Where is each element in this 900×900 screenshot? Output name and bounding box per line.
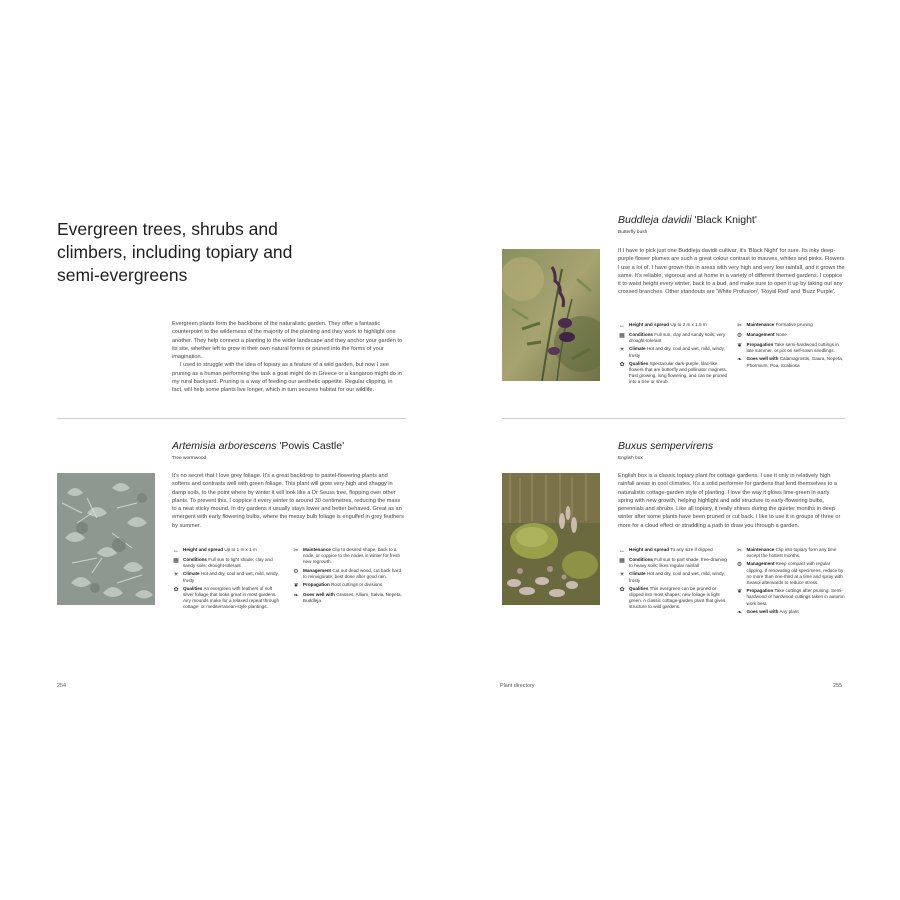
maintenance-icon: ✂ (293, 547, 299, 554)
rule-left (57, 418, 406, 419)
fact-conditions: ▦ Conditions Full sun to part shade, free-draining to heavy soils; likes regular rainfall (619, 557, 727, 569)
entry-header-artemisia (172, 440, 344, 461)
fact-management: ⚙ Management Cut out dead wood, cut back hard to reinvigorate; best done after good rain. (293, 567, 402, 579)
fact-maintenance: ✂ Maintenance Formative pruning (736, 322, 813, 329)
entry-title (172, 440, 344, 452)
fact-climate: ☀ Climate Hot and dry, cool and wet, mild, windy, frosty (619, 571, 725, 583)
entry-cultivar: 'Powis Castle' (279, 440, 345, 452)
fact-goes-well-with: ❧ Goes well with Any plant (736, 608, 799, 616)
height-spread-icon: ↔ (619, 322, 625, 329)
fact-conditions: ▦ Conditions Full sun, clay and sandy soils; very drought-tolerant (619, 332, 726, 344)
entry-description: If I have to pick just one Buddleja davidii cultivar, it's 'Black Night' for sure. Its inky deep-purple flower plumes are such a great colour contrast to mauves, whites and pinks. Flowers I use a lot of. I have grown this in areas with very high and very low rainfall, and it grows the same. It's reliable, vigorous and at home in a variety of different themed gardens. I coppice it to waist height every winter, back to a bud, and make sure to open it up by taking out any crossed branches. Other standouts are 'White Profusion', 'Royal Red' and 'Buzz Purple'. (618, 248, 845, 296)
entry-cultivar: 'Black Knight' (694, 214, 757, 226)
photo-artemisia (57, 473, 155, 605)
propagation-icon: ❦ (736, 589, 743, 596)
fact-maintenance: ✂ Maintenance Clip to desired shape, back to a node, or coppice to the nodes in winter for fresh new regrowth. (293, 547, 401, 565)
rule-right (502, 418, 845, 419)
fact-management: ⚙ Management Keep compact with regular clipping. If renovating old specimens, reduce by no more than one-third at a time and spray with Seasol afterwards to reduce stress. (736, 561, 844, 586)
entry-genus: Buxus sempervirens (618, 440, 714, 452)
maintenance-icon: ✂ (736, 322, 743, 329)
facts-column-right (736, 322, 846, 388)
intro-paragraph: I used to struggle with the idea of topiary as a feature of a wild garden, but now I see pruning as a human performing the task a goat might do in Greece or a kangaroo might do in my rural backyard. Pruning is a way of feeding our aesthetic appetite. Regular clipping, in fact, will help some plants live longer, which in turn secures habitat for our wildlife. (172, 362, 402, 394)
climate-icon: ☀ (173, 572, 179, 579)
right-page-number: 255 (833, 683, 842, 689)
entry-description: English box is a classic topiary plant for cottage gardens. I use it only in relatively high rainfall areas in cool climates. It's a solid performer for gardens that lend themselves to a naturalistic cottage-garden style of planting. I love the way it glows lime-green in early spring with new growth, helping highlight and add structure to early-flowering bulbs, perennials and shrubs. Like all topiary, it really shines during the quieter months in deep winter after some plants have been pruned or cut back. I like to use it in groups of three or more for a cloud effect or straddling a path to draw you through a garden. (618, 473, 841, 529)
qualities-icon: ✿ (173, 586, 179, 593)
entry-title (618, 214, 757, 226)
propagation-icon: ❦ (736, 342, 743, 349)
facts-column-left (172, 547, 284, 613)
fact-qualities: ✿ Qualities An evergreen with feathers of soft silver foliage that looks great in most gardens. Airy mounds make for a relaxed repeat through cottage- or mediterranean-style plantings. (173, 585, 280, 610)
fact-height-spread: ↔ Height and spread Up to 2 m x 1.5 m (619, 322, 707, 329)
fact-goes-well-with: ❧ Goes well with Calamagrostis, Gaura, Nepeta, Phormium, Poa, Scabiosa (736, 356, 844, 368)
facts-artemisia (172, 547, 404, 613)
entry-common-name: Butterfly bush (618, 230, 648, 235)
photo-buddleja (502, 249, 600, 381)
entry-title (618, 440, 713, 452)
fact-climate: ☀ Climate Hot and dry, cool and wet, mild, windy, frosty (173, 571, 279, 583)
conditions-icon: ▦ (173, 557, 179, 564)
entry-genus: Artemisia arborescens (172, 440, 277, 452)
fact-propagation: ❦ Propagation Take cuttings after pruning. Semi-hardwood or hardwood cuttings taken in autumn work best. (736, 588, 845, 606)
management-icon: ⚙ (736, 332, 743, 339)
fact-height-spread: ↔ Height and spread Up to 1 m x 1 m (173, 547, 257, 554)
running-footer: Plant directory (500, 683, 535, 689)
maintenance-icon: ✂ (736, 547, 743, 554)
fact-propagation: ❦ Propagation Root cuttings or divisions (293, 582, 383, 589)
artemisia-image (57, 473, 155, 605)
goes-well-icon: ❧ (736, 357, 743, 364)
facts-column-right (736, 547, 846, 619)
facts-buxus (618, 547, 845, 619)
entry-common-name: English box (618, 456, 643, 461)
management-icon: ⚙ (736, 562, 743, 569)
goes-well-icon: ❧ (736, 609, 743, 616)
fact-qualities: ✿ Qualities This evergreen can be pruned or clipped into most shapes; new foliage is light green. A classic cottage-garden plant that gives structure to wild gardens. (619, 585, 726, 610)
qualities-icon: ✿ (619, 586, 625, 593)
fact-climate: ☀ Climate Hot and dry, cool and wet, mild, windy, frosty (619, 346, 725, 358)
facts-column-right (292, 547, 404, 613)
fact-maintenance: ✂ Maintenance Clip into topiary form any time except the hottest months. (736, 547, 837, 559)
climate-icon: ☀ (619, 347, 625, 354)
section-title: Evergreen trees, shrubs and climbers, including topiary and semi-evergreens (57, 219, 293, 285)
buddleja-image (502, 249, 600, 381)
facts-buddleja (618, 322, 845, 388)
height-spread-icon: ↔ (619, 547, 625, 554)
conditions-icon: ▦ (619, 332, 625, 339)
intro-paragraph: Evergreen plants form the backbone of the naturalistic garden. They offer a fantastic counterpoint to the wilderness of the majority of the planting and they work to highlight one another. They help connect a planting to the wider landscape and they anchor your garden to its site, whether left to grow in their own natural forms or pruned into the forms of your imagination. (172, 321, 403, 361)
management-icon: ⚙ (293, 568, 299, 575)
buxus-image (502, 473, 600, 605)
facts-column-left (618, 322, 728, 388)
fact-goes-well-with: ❧ Goes well with Grasses, Allium, Salvia, Nepeta, Buddleja (293, 592, 402, 604)
entry-header-buxus (618, 440, 713, 461)
climate-icon: ☀ (619, 572, 625, 579)
fact-conditions: ▦ Conditions Full sun to light shade; clay and sandy soils; drought-tolerant (173, 557, 273, 569)
fact-height-spread: ↔ Height and spread To any size if clipped (619, 547, 713, 554)
section-intro (172, 320, 404, 395)
qualities-icon: ✿ (619, 361, 625, 368)
propagation-icon: ❦ (293, 582, 299, 589)
fact-qualities: ✿ Qualities Spectacular dark-purple, lilac-like flowers that are butterfly and pollinator magnets. Fast growing, long flowering, and can be pruned into a tree or shrub. (619, 360, 728, 385)
height-spread-icon: ↔ (173, 547, 179, 554)
goes-well-icon: ❧ (293, 592, 299, 599)
conditions-icon: ▦ (619, 557, 625, 564)
entry-common-name: Tree wormwood (172, 456, 207, 461)
left-page-number: 254 (57, 683, 66, 689)
fact-propagation: ❦ Propagation Take semi-hardwood cuttings in late summer, or pot on self-sown seedlings. (736, 342, 839, 354)
entry-genus: Buddleja davidii (618, 214, 692, 226)
entry-header-buddleja (618, 214, 757, 235)
facts-column-left (618, 547, 728, 619)
entry-description: It's no secret that I love grey foliage. It's a great backdrop to pastel-flowering plants and softens and contrasts well with green foliage. This plant will grow very high and shaggy in damp soils, to the point where by winter it will look like a Dr Seuss tree, flopping over other plants. To prevent this, I coppice it every winter to around 30 centimetres, reducing the mass to a neat sticky mound. In dry gardens it usually stays lower and better behaved. Great as an emergent with early flowering bulbs, where the messy bulb foliage is engulfed in grey feathers by summer. (172, 473, 404, 529)
fact-management: ⚙ Management None (736, 332, 787, 339)
photo-buxus (502, 473, 600, 605)
